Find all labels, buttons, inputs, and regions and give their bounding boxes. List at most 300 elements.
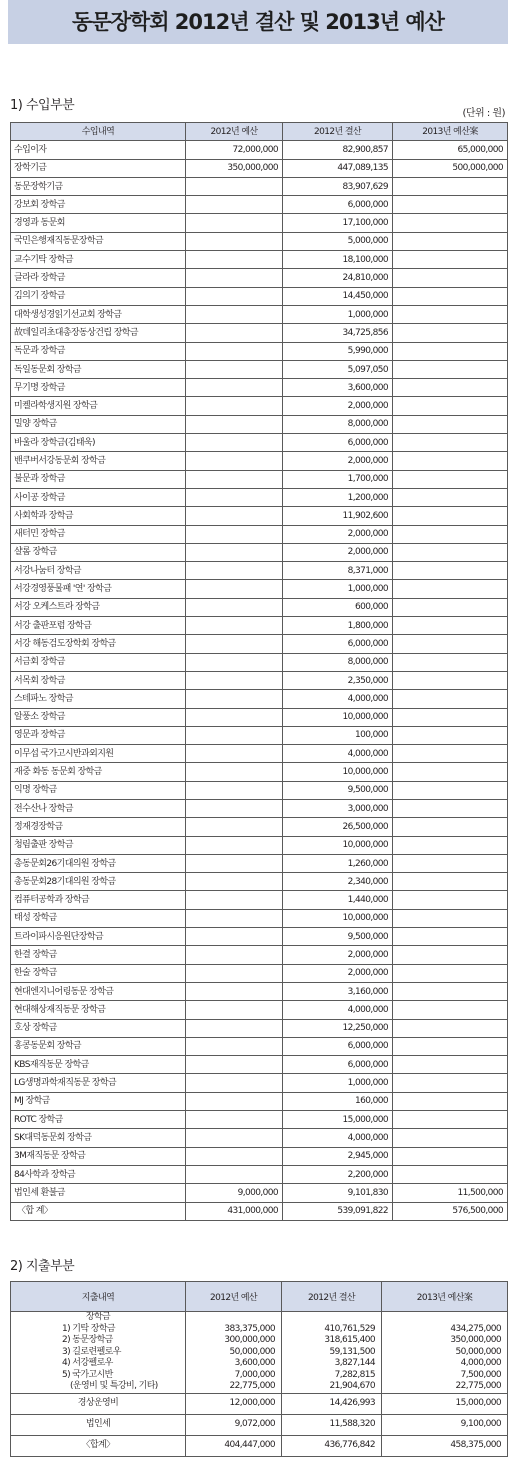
budget-2013-cell <box>393 946 508 964</box>
income-row <box>11 196 508 214</box>
settlement-2012-cell: 9,500,000 <box>283 781 393 799</box>
income-row <box>11 251 508 269</box>
settlement-2012-cell: 8,371,000 <box>283 562 393 580</box>
settlement-2012-cell: 2,000,000 <box>283 543 393 561</box>
expense-item-cell: 경상운영비 <box>11 1393 186 1414</box>
income-item-cell: 서강나눔터 장학금 <box>11 562 186 580</box>
income-row <box>11 1001 508 1019</box>
budget-2012-cell <box>186 342 283 360</box>
value: 7,000,000 <box>234 1369 275 1380</box>
income-row <box>11 1074 508 1092</box>
scholarship-item: (운영비 및 특강비, 기타) <box>70 1381 158 1391</box>
income-item-cell: 미켈라학생지원 장학금 <box>11 397 186 415</box>
budget-2012-cell <box>186 214 283 232</box>
income-row <box>11 1184 508 1202</box>
budget-2013-cell <box>393 1129 508 1147</box>
settlement-2012-cell: 14,426,993 <box>282 1393 382 1414</box>
budget-2013-cell <box>393 708 508 726</box>
budget-2012-cell <box>186 1111 283 1129</box>
settlement-2012-cell: 6,000,000 <box>283 1037 393 1055</box>
budget-2012-cell <box>186 781 283 799</box>
income-table <box>10 122 508 1221</box>
settlement-2012-cell: 10,000,000 <box>283 909 393 927</box>
settlement-2012-cell: 3,160,000 <box>283 982 393 1000</box>
settlement-2012-cell: 2,000,000 <box>283 946 393 964</box>
budget-2012-cell <box>186 726 283 744</box>
income-item-cell: 서강 오케스트라 장학금 <box>11 598 186 616</box>
income-item-cell: 홍콩동문회 장학금 <box>11 1037 186 1055</box>
scholarship-item: 3) 길로련펠로우 <box>62 1346 121 1357</box>
budget-2013-cell <box>393 342 508 360</box>
settlement-2012-cell: 1,000,000 <box>283 305 393 323</box>
budget-2012-cell <box>186 251 283 269</box>
budget-2013-cell <box>393 379 508 397</box>
budget-2012-cell <box>186 671 283 689</box>
scholarship-label: 장학금 <box>85 1312 111 1322</box>
budget-2012-cell <box>186 507 283 525</box>
budget-2013-cell <box>393 507 508 525</box>
budget-2012-cell <box>186 324 283 342</box>
income-item-cell: 대학생성경읽기선교회 장학금 <box>11 305 186 323</box>
income-item-cell: MJ 장학금 <box>11 1092 186 1110</box>
budget-2012-cell <box>186 580 283 598</box>
income-item-cell: 트라이파시응원단장학금 <box>11 928 186 946</box>
budget-2013-cell <box>393 324 508 342</box>
budget-2012-cell <box>186 232 283 250</box>
settlement-2012-cell: 6,000,000 <box>283 196 393 214</box>
settlement-2012-cell: 4,000,000 <box>283 1129 393 1147</box>
income-row <box>11 763 508 781</box>
budget-2012-cell <box>186 452 283 470</box>
budget-2012-cell <box>186 1129 283 1147</box>
income-row <box>11 1056 508 1074</box>
budget-2013-cell <box>393 580 508 598</box>
income-row <box>11 1147 508 1165</box>
income-row <box>11 1037 508 1055</box>
budget-2012-cell <box>186 1074 283 1092</box>
budget-2013-cell <box>393 305 508 323</box>
settlement-2012-cell: 160,000 <box>283 1092 393 1110</box>
scholarship-budget-2012-cell <box>186 1312 282 1394</box>
income-item-cell: 〈합 계〉 <box>11 1202 186 1220</box>
income-item-cell: ROTC 장학금 <box>11 1111 186 1129</box>
income-row <box>11 177 508 195</box>
unit-label: (단위 : 원) <box>462 108 505 119</box>
settlement-2012-cell: 6,000,000 <box>283 1056 393 1074</box>
budget-2013-cell <box>393 836 508 854</box>
settlement-2012-cell: 100,000 <box>283 726 393 744</box>
budget-2013-cell <box>393 763 508 781</box>
income-item-cell: KBS재직동문 장학금 <box>11 1056 186 1074</box>
budget-2012-cell: 431,000,000 <box>186 1202 283 1220</box>
settlement-2012-cell: 1,700,000 <box>283 470 393 488</box>
settlement-2012-cell: 11,588,320 <box>282 1414 382 1435</box>
budget-2012-cell <box>186 1001 283 1019</box>
settlement-2012-cell: 1,260,000 <box>283 854 393 872</box>
income-item-cell: 샬롬 장학금 <box>11 543 186 561</box>
budget-2012-cell <box>186 653 283 671</box>
budget-2012-cell <box>186 360 283 378</box>
value: 22,775,000 <box>455 1381 501 1391</box>
budget-2013-cell <box>393 671 508 689</box>
budget-2012-cell <box>186 269 283 287</box>
income-row <box>11 287 508 305</box>
budget-2012-cell: 72,000,000 <box>186 141 283 159</box>
income-item-cell: 총동문회28기대의원 장학금 <box>11 873 186 891</box>
settlement-2012-cell: 24,810,000 <box>283 269 393 287</box>
budget-2013-cell: 576,500,000 <box>393 1202 508 1220</box>
income-row <box>11 525 508 543</box>
budget-2012-cell <box>186 909 283 927</box>
income-row <box>11 324 508 342</box>
budget-2012-cell <box>186 1092 283 1110</box>
settlement-2012-cell: 3,600,000 <box>283 379 393 397</box>
income-item-cell: 불문과 장학금 <box>11 470 186 488</box>
settlement-2012-cell: 600,000 <box>283 598 393 616</box>
income-row <box>11 909 508 927</box>
income-item-cell: 강보회 장학금 <box>11 196 186 214</box>
income-row <box>11 653 508 671</box>
budget-2012-cell <box>186 598 283 616</box>
value: 383,375,000 <box>224 1323 275 1334</box>
income-row <box>11 745 508 763</box>
income-item-cell: 현대엔지니어링동문 장학금 <box>11 982 186 1000</box>
income-item-cell: 정재경장학금 <box>11 818 186 836</box>
settlement-2012-cell: 4,000,000 <box>283 745 393 763</box>
expense-item-cell: 법인세 <box>11 1414 186 1435</box>
income-item-cell: 교수기탁 장학금 <box>11 251 186 269</box>
value: 3,600,000 <box>234 1358 275 1368</box>
value: 300,000,000 <box>224 1335 275 1345</box>
budget-2013-cell <box>393 726 508 744</box>
budget-2013-cell <box>393 525 508 543</box>
income-item-cell: 현대해상재직동문 장학금 <box>11 1001 186 1019</box>
budget-2013-cell <box>393 1074 508 1092</box>
value: 4,000,000 <box>460 1358 501 1368</box>
income-item-cell: 수입이자 <box>11 141 186 159</box>
settlement-2012-cell: 2,000,000 <box>283 452 393 470</box>
settlement-2012-cell: 8,000,000 <box>283 415 393 433</box>
settlement-2012-cell: 2,000,000 <box>283 964 393 982</box>
settlement-2012-cell: 9,101,830 <box>283 1184 393 1202</box>
budget-2012-cell <box>186 543 283 561</box>
value: 318,615,400 <box>324 1335 375 1345</box>
settlement-2012-cell: 5,000,000 <box>283 232 393 250</box>
budget-2012-cell <box>186 525 283 543</box>
settlement-2012-cell: 6,000,000 <box>283 434 393 452</box>
income-total-row <box>11 1202 508 1220</box>
budget-2012-cell <box>186 415 283 433</box>
income-item-cell: 새터민 장학금 <box>11 525 186 543</box>
budget-2012-cell <box>186 763 283 781</box>
header-budget-2012: 2012년 예산 <box>186 1282 282 1312</box>
settlement-2012-cell: 15,000,000 <box>283 1111 393 1129</box>
budget-2013-cell <box>393 781 508 799</box>
settlement-2012-cell: 10,000,000 <box>283 708 393 726</box>
income-row <box>11 726 508 744</box>
income-item-cell: 김의기 장학금 <box>11 287 186 305</box>
income-row <box>11 507 508 525</box>
header-settlement-2012: 2012년 결산 <box>282 1282 382 1312</box>
income-row <box>11 799 508 817</box>
income-row <box>11 964 508 982</box>
income-row <box>11 690 508 708</box>
budget-2013-cell <box>393 452 508 470</box>
budget-2013-cell <box>393 562 508 580</box>
settlement-2012-cell: 4,000,000 <box>283 690 393 708</box>
budget-2012-cell <box>186 397 283 415</box>
budget-2012-cell <box>186 1037 283 1055</box>
income-item-cell: 밴쿠버서강동문회 장학금 <box>11 452 186 470</box>
settlement-2012-cell: 6,000,000 <box>283 635 393 653</box>
income-row <box>11 836 508 854</box>
income-row <box>11 159 508 177</box>
income-item-cell: 밀양 장학금 <box>11 415 186 433</box>
budget-2012-cell <box>186 690 283 708</box>
budget-2013-cell <box>393 635 508 653</box>
header-item: 수입내역 <box>11 123 186 141</box>
settlement-2012-cell: 539,091,822 <box>283 1202 393 1220</box>
income-row <box>11 1092 508 1110</box>
income-item-cell: 독일동문회 장학금 <box>11 360 186 378</box>
settlement-2012-cell: 17,100,000 <box>283 214 393 232</box>
income-row <box>11 928 508 946</box>
income-item-cell: 전수산나 장학금 <box>11 799 186 817</box>
budget-2013-cell <box>393 397 508 415</box>
income-item-cell: 故데일리초대총장동상건립 장학금 <box>11 324 186 342</box>
budget-2012-cell <box>186 617 283 635</box>
income-row <box>11 982 508 1000</box>
income-row <box>11 1019 508 1037</box>
expense-section-heading: 2) 지출부분 <box>10 1259 75 1274</box>
income-item-cell: 글라라 장학금 <box>11 269 186 287</box>
budget-2013-cell <box>393 891 508 909</box>
income-item-cell: 경영과 동문회 <box>11 214 186 232</box>
settlement-2012-cell: 82,900,857 <box>283 141 393 159</box>
budget-2013-cell: 458,375,000 <box>382 1435 508 1456</box>
income-row <box>11 434 508 452</box>
budget-2012-cell: 12,000,000 <box>186 1393 282 1414</box>
settlement-2012-cell: 2,350,000 <box>283 671 393 689</box>
budget-2012-cell <box>186 818 283 836</box>
budget-2013-cell <box>393 1037 508 1055</box>
budget-2012-cell <box>186 434 283 452</box>
budget-2012-cell <box>186 873 283 891</box>
income-row <box>11 891 508 909</box>
income-row <box>11 1129 508 1147</box>
income-item-cell: 태성 장학금 <box>11 909 186 927</box>
budget-2013-cell <box>393 873 508 891</box>
settlement-2012-cell: 1,000,000 <box>283 580 393 598</box>
budget-2013-cell <box>393 543 508 561</box>
income-item-cell: 서강경영풍물패 '연' 장학금 <box>11 580 186 598</box>
expense-table <box>10 1281 508 1457</box>
settlement-2012-cell: 10,000,000 <box>283 836 393 854</box>
income-item-cell: 법인세 환불금 <box>11 1184 186 1202</box>
scholarship-item: 5) 국가고시반 <box>62 1369 113 1380</box>
budget-2012-cell: 9,072,000 <box>186 1414 282 1435</box>
income-item-cell: 익명 장학금 <box>11 781 186 799</box>
budget-2012-cell: 350,000,000 <box>186 159 283 177</box>
budget-2013-cell <box>393 287 508 305</box>
income-item-cell: 서금회 장학금 <box>11 653 186 671</box>
budget-2013-cell: 65,000,000 <box>393 141 508 159</box>
settlement-2012-cell: 14,450,000 <box>283 287 393 305</box>
budget-2013-cell <box>393 1001 508 1019</box>
settlement-2012-cell: 447,089,135 <box>283 159 393 177</box>
budget-2013-cell <box>393 617 508 635</box>
settlement-2012-cell: 5,097,050 <box>283 360 393 378</box>
budget-2013-cell <box>393 196 508 214</box>
settlement-2012-cell: 2,945,000 <box>283 1147 393 1165</box>
expense-item-cell: 〈합계〉 <box>11 1435 186 1456</box>
income-item-cell: 3M재직동문 장학금 <box>11 1147 186 1165</box>
value: 350,000,000 <box>450 1335 501 1345</box>
budget-2013-cell <box>393 269 508 287</box>
income-row <box>11 141 508 159</box>
budget-2012-cell <box>186 635 283 653</box>
income-item-cell: 서강 출판포럼 장학금 <box>11 617 186 635</box>
budget-2013-cell <box>393 909 508 927</box>
income-row <box>11 470 508 488</box>
settlement-2012-cell: 2,340,000 <box>283 873 393 891</box>
budget-2013-cell <box>393 1111 508 1129</box>
income-row <box>11 818 508 836</box>
income-row <box>11 580 508 598</box>
value: 22,775,000 <box>229 1381 275 1391</box>
budget-2012-cell: 404,447,000 <box>186 1435 282 1456</box>
budget-2012-cell <box>186 928 283 946</box>
budget-2013-cell <box>393 470 508 488</box>
settlement-2012-cell: 1,440,000 <box>283 891 393 909</box>
income-item-cell: 서목회 장학금 <box>11 671 186 689</box>
budget-2013-cell: 11,500,000 <box>393 1184 508 1202</box>
budget-2013-cell <box>393 214 508 232</box>
header-budget-2013: 2013년 예산案 <box>393 123 508 141</box>
income-item-cell: 한결 장학금 <box>11 946 186 964</box>
budget-2013-cell <box>393 653 508 671</box>
settlement-2012-cell: 4,000,000 <box>283 1001 393 1019</box>
header-budget-2012: 2012년 예산 <box>186 123 283 141</box>
budget-2013-cell <box>393 434 508 452</box>
budget-2012-cell <box>186 1056 283 1074</box>
settlement-2012-cell: 83,907,629 <box>283 177 393 195</box>
expense-header-row <box>11 1282 508 1312</box>
income-item-cell: 동문장학기금 <box>11 177 186 195</box>
income-item-cell: 국민은행재직동문장학금 <box>11 232 186 250</box>
settlement-2012-cell: 1,000,000 <box>283 1074 393 1092</box>
settlement-2012-cell: 1,800,000 <box>283 617 393 635</box>
budget-2012-cell <box>186 287 283 305</box>
budget-2013-cell <box>393 251 508 269</box>
scholarship-item: 4) 서강펠로우 <box>62 1358 113 1368</box>
scholarship-items-cell <box>11 1312 186 1394</box>
budget-2012-cell <box>186 305 283 323</box>
value: 50,000,000 <box>229 1346 275 1357</box>
budget-2012-cell <box>186 379 283 397</box>
settlement-2012-cell: 9,500,000 <box>283 928 393 946</box>
budget-2013-cell <box>393 964 508 982</box>
income-row <box>11 342 508 360</box>
income-section-heading: 1) 수입부분 <box>10 98 75 113</box>
settlement-2012-cell: 34,725,856 <box>283 324 393 342</box>
budget-2013-cell <box>393 177 508 195</box>
income-item-cell: 컴퓨터공학과 장학금 <box>11 891 186 909</box>
budget-2012-cell <box>186 964 283 982</box>
income-item-cell: 사이공 장학금 <box>11 488 186 506</box>
settlement-2012-cell: 2,200,000 <box>283 1165 393 1183</box>
income-item-cell: 독문과 장학금 <box>11 342 186 360</box>
income-row <box>11 617 508 635</box>
settlement-2012-cell: 1,200,000 <box>283 488 393 506</box>
income-row <box>11 873 508 891</box>
income-item-cell: 한술 장학금 <box>11 964 186 982</box>
budget-2012-cell <box>186 470 283 488</box>
budget-2013-cell: 500,000,000 <box>393 159 508 177</box>
income-row <box>11 598 508 616</box>
budget-2012-cell <box>186 1165 283 1183</box>
income-item-cell: 청림출판 장학금 <box>11 836 186 854</box>
budget-2012-cell <box>186 854 283 872</box>
income-row <box>11 1165 508 1183</box>
income-row <box>11 781 508 799</box>
budget-2012-cell <box>186 488 283 506</box>
budget-2013-cell <box>393 1019 508 1037</box>
budget-2012-cell <box>186 562 283 580</box>
income-row <box>11 562 508 580</box>
income-row <box>11 269 508 287</box>
budget-2013-cell <box>393 818 508 836</box>
settlement-2012-cell: 12,250,000 <box>283 1019 393 1037</box>
scholarship-item: 1) 기탁 장학금 <box>62 1323 116 1334</box>
header-item: 지출내역 <box>11 1282 186 1312</box>
scholarship-settlement-2012-cell <box>282 1312 382 1394</box>
income-row <box>11 488 508 506</box>
budget-2012-cell <box>186 177 283 195</box>
budget-2013-cell: 9,100,000 <box>382 1414 508 1435</box>
budget-2013-cell: 15,000,000 <box>382 1393 508 1414</box>
income-item-cell: LG생명과학재직동문 장학금 <box>11 1074 186 1092</box>
expense-total-row <box>11 1435 508 1456</box>
value: 59,131,500 <box>329 1346 375 1357</box>
settlement-2012-cell: 18,100,000 <box>283 251 393 269</box>
income-row <box>11 708 508 726</box>
income-row <box>11 397 508 415</box>
budget-2013-cell <box>393 745 508 763</box>
budget-2012-cell <box>186 708 283 726</box>
income-item-cell: 장학기금 <box>11 159 186 177</box>
income-row <box>11 671 508 689</box>
budget-2013-cell <box>393 690 508 708</box>
settlement-2012-cell: 11,902,600 <box>283 507 393 525</box>
income-item-cell: SK대덕동문회 장학금 <box>11 1129 186 1147</box>
settlement-2012-cell: 26,500,000 <box>283 818 393 836</box>
income-item-cell: 서강 해동검도장학회 장학금 <box>11 635 186 653</box>
budget-2012-cell <box>186 836 283 854</box>
budget-2013-cell <box>393 1092 508 1110</box>
income-row <box>11 543 508 561</box>
header-settlement-2012: 2012년 결산 <box>283 123 393 141</box>
budget-2013-cell <box>393 1147 508 1165</box>
budget-2013-cell <box>393 799 508 817</box>
page-title: 동문장학회 2012년 결산 및 2013년 예산 <box>8 0 508 44</box>
value: 410,761,529 <box>324 1323 375 1334</box>
budget-2012-cell <box>186 1019 283 1037</box>
settlement-2012-cell: 436,776,842 <box>282 1435 382 1456</box>
income-item-cell: 이무섭 국가고시반과외지원 <box>11 745 186 763</box>
value: 7,282,815 <box>334 1369 375 1380</box>
income-header-row <box>11 123 508 141</box>
